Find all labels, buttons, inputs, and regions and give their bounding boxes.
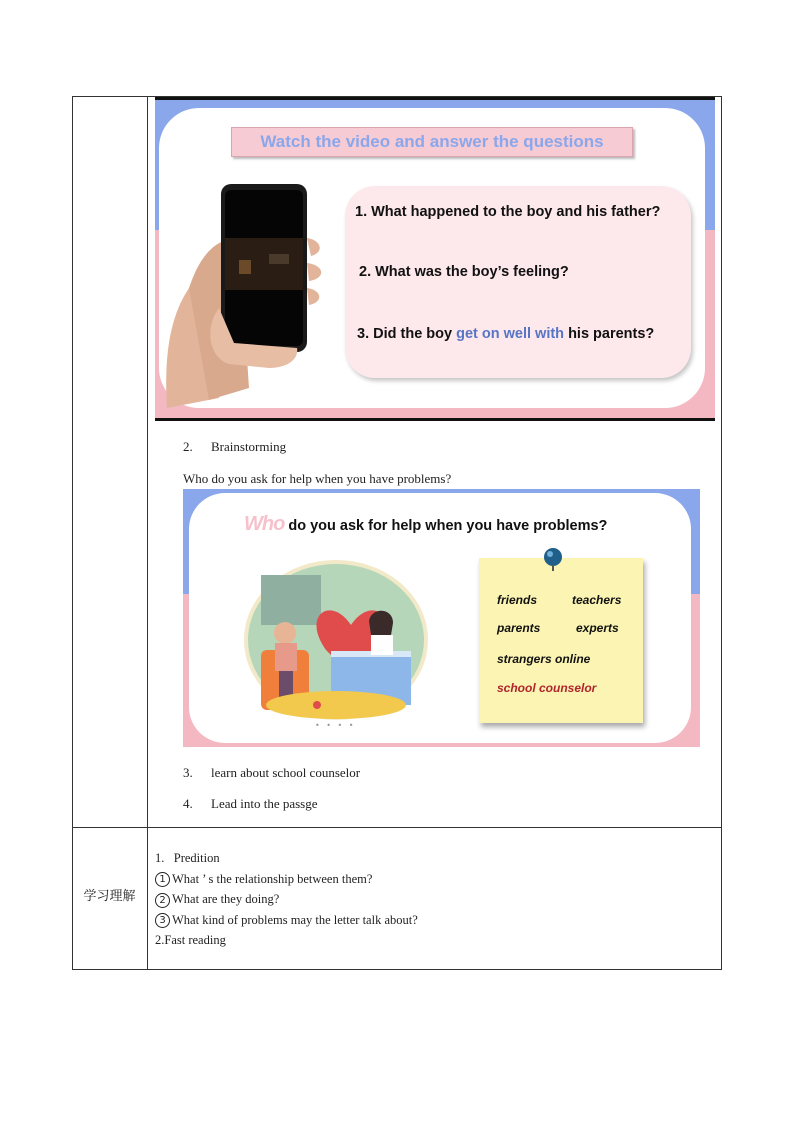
column-divider bbox=[147, 96, 148, 970]
question-2: 2. What was the boy’s feeling? bbox=[359, 264, 569, 280]
prediction-question-2 bbox=[155, 889, 418, 910]
question-3 bbox=[357, 326, 654, 342]
item4-number: 4. bbox=[183, 796, 193, 811]
who-word: Who bbox=[244, 513, 285, 535]
who-slide bbox=[183, 489, 700, 747]
phone-in-hand-image bbox=[159, 168, 339, 408]
circled-number-2: 2 bbox=[155, 893, 170, 908]
word-friends: friends bbox=[497, 593, 538, 607]
word-strangers-online: strangers online bbox=[497, 652, 591, 666]
sticky-note bbox=[479, 558, 643, 723]
question-2-text: What are they doing? bbox=[172, 892, 280, 906]
prediction-label: Predition bbox=[173, 851, 220, 865]
video-slide-card bbox=[159, 108, 705, 408]
prediction-heading bbox=[155, 848, 418, 869]
video-slide bbox=[155, 97, 715, 421]
question-3-prefix: 3. Did the boy bbox=[357, 326, 457, 342]
fast-reading: 2.Fast reading bbox=[155, 933, 226, 947]
section-label: 学习理解 bbox=[83, 889, 136, 904]
row-divider bbox=[72, 827, 722, 828]
slide-dots: • • • • bbox=[315, 721, 356, 730]
section2-content bbox=[155, 848, 418, 951]
question-1-text: What ’ s the relationship between them? bbox=[172, 871, 373, 886]
word-experts: experts bbox=[576, 621, 619, 635]
circled-number-1: 1 bbox=[155, 872, 170, 887]
item4-label: Lead into the passge bbox=[211, 796, 318, 811]
prediction-question-1 bbox=[155, 869, 418, 890]
item3-number: 3. bbox=[183, 765, 193, 780]
question-3-highlight: get on well with bbox=[456, 326, 565, 342]
word-parents: parents bbox=[497, 621, 541, 635]
prediction-number: 1. bbox=[155, 851, 165, 865]
video-slide-title: Watch the video and answer the questions bbox=[231, 127, 633, 157]
push-pin-icon bbox=[541, 547, 565, 571]
brainstorm-question: Who do you ask for help when you have problems? bbox=[183, 471, 452, 486]
question-3-suffix: his parents? bbox=[564, 326, 655, 342]
item3-label: learn about school counselor bbox=[211, 765, 361, 780]
word-school-counselor: school counselor bbox=[497, 681, 597, 695]
counseling-illustration bbox=[241, 555, 431, 735]
who-slide-title bbox=[244, 513, 607, 536]
who-slide-card bbox=[189, 493, 691, 743]
questions-box bbox=[345, 186, 691, 378]
question-3-text: What kind of problems may the letter talk about? bbox=[172, 912, 418, 927]
prediction-question-3 bbox=[155, 910, 418, 931]
who-title-rest: do you ask for help when you have problems? bbox=[284, 518, 608, 534]
brainstorm-number: 2. bbox=[183, 439, 193, 454]
brainstorm-label: Brainstorming bbox=[211, 439, 287, 454]
word-teachers: teachers bbox=[572, 593, 622, 607]
circled-number-3: 3 bbox=[155, 913, 170, 928]
question-1: 1. What happened to the boy and his father? bbox=[355, 204, 661, 220]
